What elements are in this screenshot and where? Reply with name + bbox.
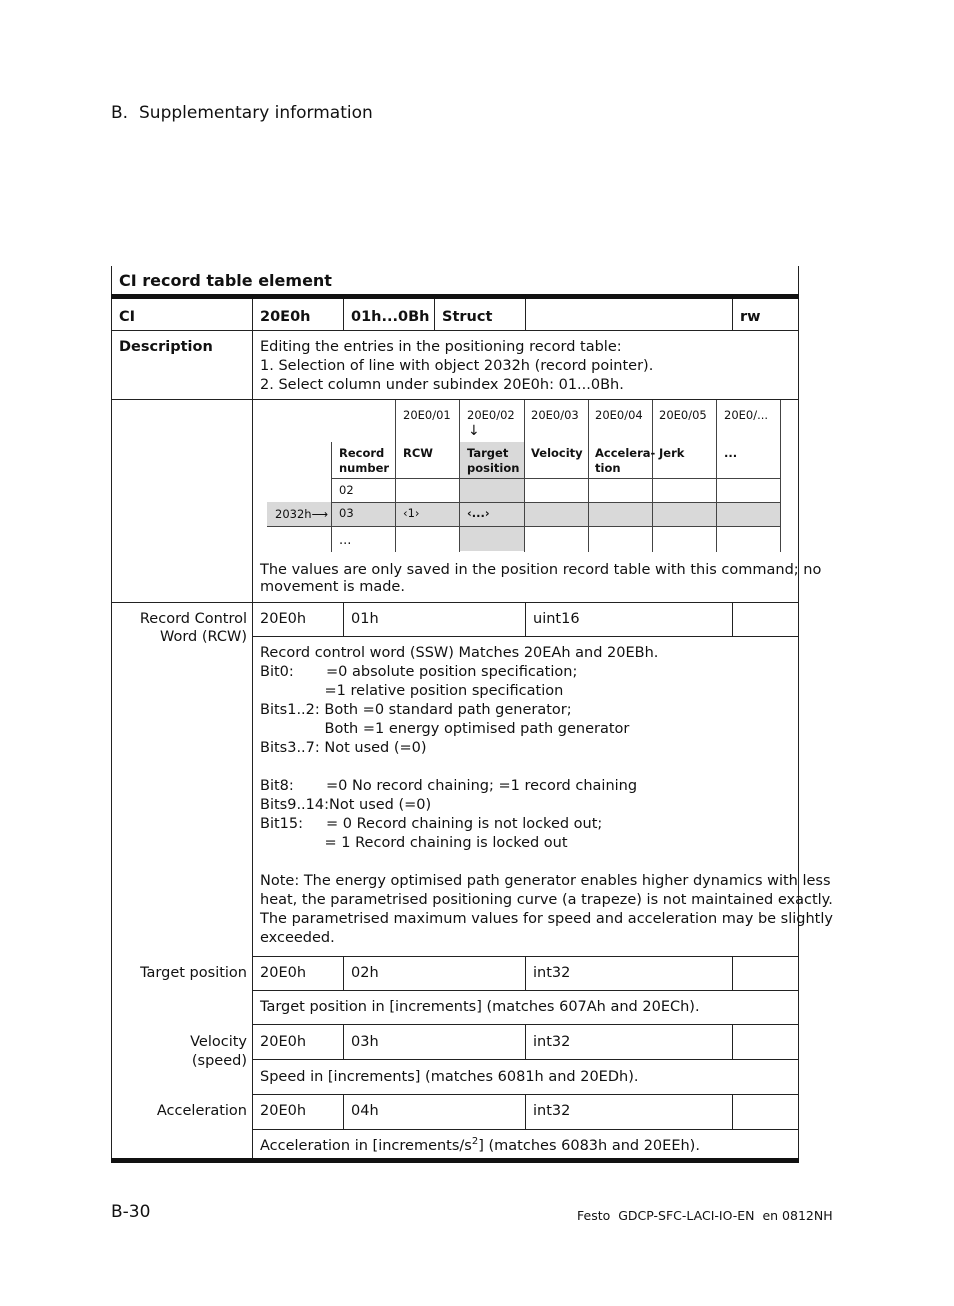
ci-object: 20E0h xyxy=(260,309,311,325)
rcw-type: uint16 xyxy=(533,611,580,627)
table-title: CI record table element xyxy=(119,271,332,290)
rcw-line: Bits3..7: Not used (=0) xyxy=(260,740,427,756)
description-line: Editing the entries in the positioning record table: xyxy=(260,339,622,355)
target-type: int32 xyxy=(533,965,571,981)
ci-label: CI xyxy=(119,309,136,325)
velocity-object: 20E0h xyxy=(260,1034,307,1050)
rcw-label: Record Control xyxy=(139,611,247,627)
rcw-line: Bit0: =0 absolute position specification; xyxy=(260,664,578,680)
ci-access: rw xyxy=(740,309,761,325)
velocity-label: Velocity xyxy=(190,1034,247,1050)
save-note-line: The values are only saved in the position record table with this command; no xyxy=(260,562,822,578)
target-label: Target position xyxy=(140,965,247,981)
record-number: 02 xyxy=(339,483,354,497)
section-header xyxy=(111,103,373,123)
rcw-line: Bit8: =0 No record chaining; =1 record chaining xyxy=(260,778,638,794)
section-number: B. xyxy=(111,103,129,123)
col-index: 20E0/05 xyxy=(659,408,707,422)
rcw-note-line: The parametrised maximum values for speed and acceleration may be slightly xyxy=(260,911,833,927)
record-pointer-label: 2032h⟶ xyxy=(275,507,329,521)
save-note-line: movement is made. xyxy=(260,579,405,595)
acceleration-type: int32 xyxy=(533,1103,571,1119)
col-header: Record number xyxy=(339,446,390,475)
col-index: 20E0/04 xyxy=(595,408,643,422)
target-text: Target position in [increments] (matches 607Ah and 20ECh). xyxy=(260,999,700,1015)
ci-type: Struct xyxy=(442,309,493,325)
velocity-type: int32 xyxy=(533,1034,571,1050)
target-value: ‹...› xyxy=(467,506,490,520)
rcw-note-line: Note: The energy optimised path generator enables higher dynamics with less xyxy=(260,873,831,889)
col-header: Accelera- tion xyxy=(595,446,656,475)
record-number: 03 xyxy=(339,506,354,520)
description-line: 2. Select column under subindex 20E0h: 01...0Bh. xyxy=(260,377,624,393)
description-label: Description xyxy=(119,339,213,355)
rcw-object: 20E0h xyxy=(260,611,307,627)
acceleration-subindex: 04h xyxy=(351,1103,379,1119)
rcw-line: Record control word (SSW) Matches 20EAh and 20EBh. xyxy=(260,645,659,661)
col-index: 20E0/02 xyxy=(467,408,515,422)
target-subindex: 02h xyxy=(351,965,379,981)
col-index: 20E0/... xyxy=(724,408,769,422)
velocity-text: Speed in [increments] (matches 6081h and 20EDh). xyxy=(260,1069,639,1085)
rcw-line: =1 relative position specification xyxy=(260,683,564,699)
acceleration-object: 20E0h xyxy=(260,1103,307,1119)
acceleration-text: Acceleration in $[increments/s^2]$ (matches 6083h and 20EEh). xyxy=(260,1136,700,1154)
rcw-line: Bits9..14:Not used (=0) xyxy=(260,797,432,813)
description-line: 1. Selection of line with object 2032h (record pointer). xyxy=(260,358,654,374)
acceleration-label: Acceleration xyxy=(156,1103,247,1119)
arrow-down-icon: ↓ xyxy=(468,423,480,439)
rcw-line: Both =1 energy optimised path generator xyxy=(260,721,630,737)
rcw-subindex: 01h xyxy=(351,611,379,627)
rcw-line: Bit15: = 0 Record chaining is not locked out; xyxy=(260,816,603,832)
page-number: B-30 xyxy=(111,1202,151,1222)
velocity-subindex: 03h xyxy=(351,1034,379,1050)
record-number: ... xyxy=(339,533,352,548)
rcw-label: Word (RCW) xyxy=(159,629,247,645)
col-header: Jerk xyxy=(659,446,685,460)
col-index: 20E0/01 xyxy=(403,408,451,422)
document-id: Festo GDCP-SFC-LACI-IO-EN en 0812NH xyxy=(577,1208,833,1223)
rcw-value: ‹1› xyxy=(403,506,420,520)
target-object: 20E0h xyxy=(260,965,307,981)
velocity-label: (speed) xyxy=(191,1053,247,1069)
col-index: 20E0/03 xyxy=(531,408,579,422)
col-header: ... xyxy=(724,446,738,460)
rcw-line: = 1 Record chaining is locked out xyxy=(260,835,568,851)
ci-subindex: 01h...0Bh xyxy=(351,309,430,325)
section-title: Supplementary information xyxy=(139,103,373,123)
col-header: Velocity xyxy=(531,446,583,460)
col-header: Target position xyxy=(467,446,520,475)
rcw-note-line: heat, the parametrised positioning curve (a trapeze) is not maintained exactly. xyxy=(260,892,833,908)
rcw-line: Bits1..2: Both =0 standard path generator; xyxy=(260,702,572,718)
rcw-note-line: exceeded. xyxy=(260,930,335,946)
col-header: RCW xyxy=(403,446,433,460)
